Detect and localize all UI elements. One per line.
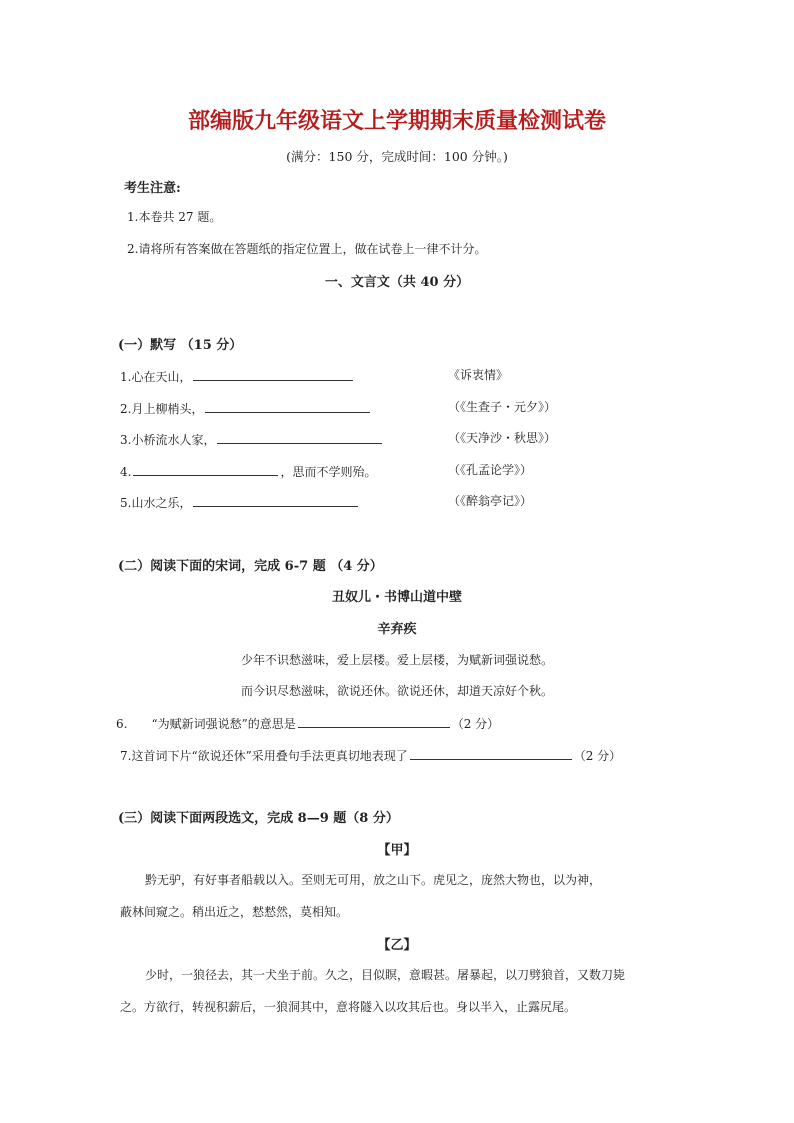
recite-source: 《诉衷情》 [448,368,509,382]
poem-line: 而今识尽愁滋味，欲说还休。欲说还休，却道天凉好个秋。 [240,684,553,698]
section-heading: 一、文言文（共 40 分） [324,275,470,290]
answer-blank[interactable] [193,492,358,507]
part-heading: (三）阅读下面两段选文，完成 8—9 题（8 分） [118,811,399,826]
answer-blank[interactable] [205,398,370,413]
note-item: 2.请将所有答案做在答题纸的指定位置上，做在试卷上一律不计分。 [127,242,487,256]
answer-blank[interactable] [298,713,450,728]
part-heading: (二）阅读下面的宋词，完成 6-7 题 （4 分） [118,559,383,574]
answer-blank[interactable] [410,745,572,760]
recite-source: （《天净沙・秋思》） [448,431,557,445]
poem-line: 少年不识愁滋味，爱上层楼。爱上层楼，为赋新词强说愁。 [240,653,553,667]
recite-item: 5.山水之乐， [120,492,360,511]
answer-blank[interactable] [193,366,353,381]
poem-title: 丑奴儿・书博山道中壁 [331,590,462,605]
question-6: 6. “为赋新词强说愁”的意思是 （2 分） [116,713,499,732]
recite-source: （《生查子・元夕》） [448,400,557,414]
passage-label-yi: 【乙】 [377,938,417,953]
question-7: 7.这首词下片“欲说还休”采用叠句手法更真切地表现了 （2 分） [120,745,621,764]
recite-source: （《醉翁亭记》） [448,494,533,508]
notes-heading: 考生注意: [124,181,181,196]
exam-info: (满分：150 分，完成时间：100 分钟。) [286,149,508,164]
recite-source: （《孔孟论学》） [448,463,533,477]
answer-blank[interactable] [217,429,382,444]
recite-item: 3.小桥流水人家， [120,429,384,448]
passage-line: 黔无驴，有好事者船载以入。至则无可用，放之山下。虎见之，庞然大物也，以为神， [145,873,602,887]
passage-line: 少时，一狼径去，其一犬坐于前。久之，目似瞑，意暇甚。屠暴起，以刀劈狼首，又数刀毙 [145,968,626,982]
passage-line: 之。方欲行，转视积薪后，一狼洞其中，意将隧入以攻其后也。身以半入，止露尻尾。 [120,1000,577,1014]
note-item: 1.本卷共 27 题。 [127,210,222,224]
recite-item: 2.月上柳梢头， [120,398,372,417]
passage-label-jia: 【甲】 [377,843,417,858]
answer-blank[interactable] [133,461,278,476]
recite-item: 1.心在天山， [120,366,355,385]
passage-line: 蔽林间窥之。稍出近之，慭慭然，莫相知。 [120,905,349,919]
part-heading: (一）默写 （15 分） [118,338,243,353]
poem-author: 辛弃疾 [377,622,417,637]
page-title: 部编版九年级语文上学期期末质量检测试卷 [187,109,606,134]
recite-item: 4. ，思而不学则殆。 [120,461,376,480]
